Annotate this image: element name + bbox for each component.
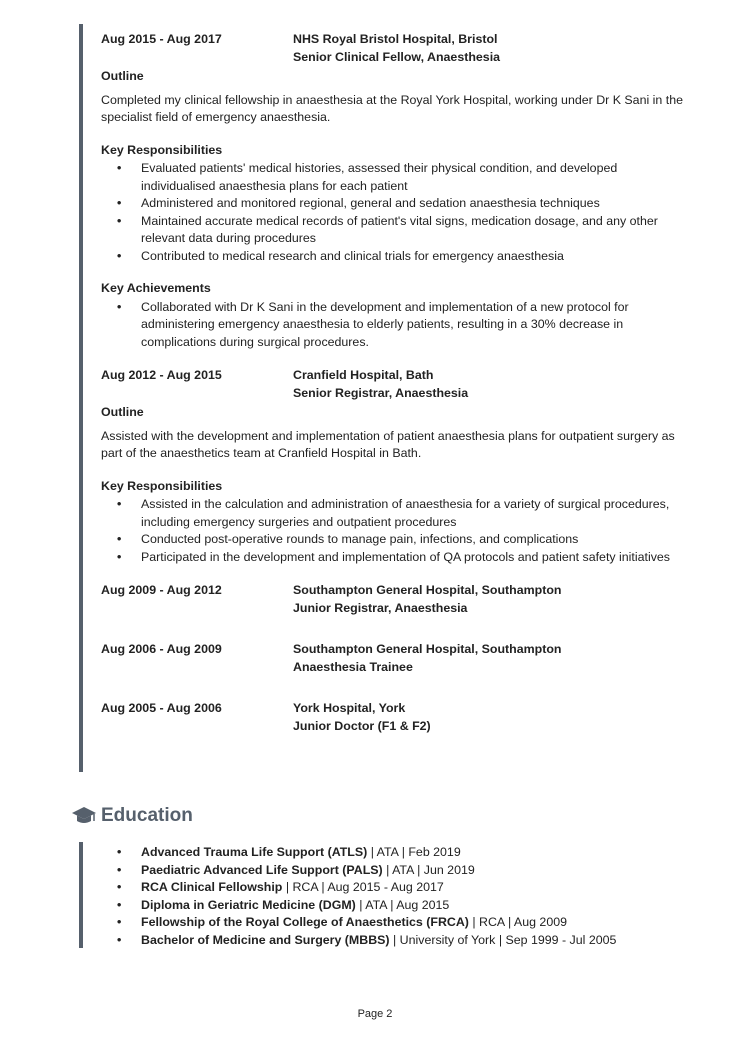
education-qualification: Diploma in Geriatric Medicine (DGM) bbox=[141, 897, 356, 912]
job-employer: York Hospital, York bbox=[293, 701, 406, 715]
job-employer: NHS Royal Bristol Hospital, Bristol bbox=[293, 32, 498, 46]
job-outline: Completed my clinical fellowship in anaesthesia at the Royal York Hospital, working under Dr K Sani in the specialist field of emergency anaesthesia. bbox=[101, 92, 683, 124]
list-item: • Administered and monitored regional, general and sedation anaesthesia techniques bbox=[101, 195, 691, 213]
job-role: Junior Registrar, Anaesthesia bbox=[293, 600, 468, 615]
education-details: | University of York | Sep 1999 - Jul 2005 bbox=[389, 932, 617, 947]
job-entry bbox=[101, 367, 691, 566]
job-role: Anaesthesia Trainee bbox=[293, 659, 413, 674]
job-employer: Cranfield Hospital, Bath bbox=[293, 368, 434, 382]
page-number: Page 2 bbox=[357, 1008, 393, 1020]
work-history-bar bbox=[79, 24, 83, 772]
education-details: | RCA | Aug 2009 bbox=[468, 915, 567, 929]
list-item: • Assisted in the calculation and administration of anaesthesia for a variety of surgical procedures, including emergency surgeries and outpatient procedures bbox=[101, 496, 691, 531]
job-entry bbox=[101, 31, 691, 351]
job-dates: Aug 2005 - Aug 2006 bbox=[101, 701, 222, 715]
list-item bbox=[101, 862, 691, 880]
job-role: Senior Registrar, Anaesthesia bbox=[293, 385, 469, 400]
work-history bbox=[101, 31, 691, 735]
list-item: • Evaluated patients' medical histories, assessed their physical condition, and developed individualised anaesthesia plans for each patient bbox=[101, 160, 691, 195]
achievements-label: Key Achievements bbox=[101, 281, 211, 295]
list-item bbox=[101, 932, 691, 950]
list-item: • Contributed to medical research and clinical trials for emergency anaesthesia bbox=[101, 248, 691, 266]
job-outline: Assisted with the development and implementation of patient anaesthesia plans for outpatient surgery as part of the anaesthetics team at Cranfield Hospital in Bath. bbox=[101, 428, 675, 460]
education-bar bbox=[79, 842, 83, 948]
responsibilities-list bbox=[101, 496, 691, 566]
job-entry bbox=[101, 641, 691, 676]
achievements-list bbox=[101, 299, 691, 352]
job-employer: Southampton General Hospital, Southampton bbox=[293, 583, 562, 597]
education-qualification: Bachelor of Medicine and Surgery (MBBS) bbox=[141, 932, 390, 947]
responsibilities-label: Key Responsibilities bbox=[101, 142, 223, 157]
list-item: • Conducted post-operative rounds to manage pain, infections, and complications bbox=[101, 531, 691, 549]
responsibilities-label: Key Responsibilities bbox=[101, 478, 223, 493]
outline-label: Outline bbox=[101, 405, 144, 419]
list-item bbox=[101, 844, 691, 862]
list-item bbox=[101, 879, 691, 897]
list-item: • Collaborated with Dr K Sani in the development and implementation of a new protocol for administering emergency anaesthesia to elderly patients, resulting in a 30% decrease in complications during surgical procedures. bbox=[101, 299, 691, 352]
education-list bbox=[101, 843, 691, 949]
outline-label: Outline bbox=[101, 69, 144, 83]
education-heading bbox=[71, 804, 193, 828]
responsibilities-list bbox=[101, 160, 691, 265]
job-dates: Aug 2009 - Aug 2012 bbox=[101, 583, 222, 597]
education-qualification: Fellowship of the Royal College of Anaesthetics (FRCA) bbox=[141, 915, 469, 929]
graduation-cap-icon bbox=[71, 805, 97, 827]
education-details: | ATA | Aug 2015 bbox=[355, 897, 450, 912]
list-item bbox=[101, 914, 691, 932]
list-item: • Maintained accurate medical records of patient's vital signs, medication dosage, and any other relevant data during procedures bbox=[101, 213, 691, 248]
job-employer: Southampton General Hospital, Southampton bbox=[293, 642, 562, 656]
job-dates: Aug 2012 - Aug 2015 bbox=[101, 368, 222, 382]
job-role: Junior Doctor (F1 & F2) bbox=[293, 718, 431, 733]
education-qualification: Paediatric Advanced Life Support (PALS) bbox=[141, 862, 383, 877]
list-item bbox=[101, 897, 691, 915]
job-entry bbox=[101, 582, 691, 617]
education-details: | ATA | Feb 2019 bbox=[367, 845, 461, 859]
education-details: | RCA | Aug 2015 - Aug 2017 bbox=[282, 880, 444, 894]
education-details: | ATA | Jun 2019 bbox=[382, 862, 475, 877]
job-dates: Aug 2015 - Aug 2017 bbox=[101, 32, 222, 46]
job-entry bbox=[101, 700, 691, 735]
education-title: Education bbox=[101, 805, 193, 826]
education-qualification: Advanced Trauma Life Support (ATLS) bbox=[141, 845, 368, 859]
education-qualification: RCA Clinical Fellowship bbox=[141, 880, 283, 894]
job-dates: Aug 2006 - Aug 2009 bbox=[101, 642, 222, 656]
job-role: Senior Clinical Fellow, Anaesthesia bbox=[293, 49, 501, 64]
list-item: • Participated in the development and implementation of QA protocols and patient safety initiatives bbox=[101, 549, 691, 567]
